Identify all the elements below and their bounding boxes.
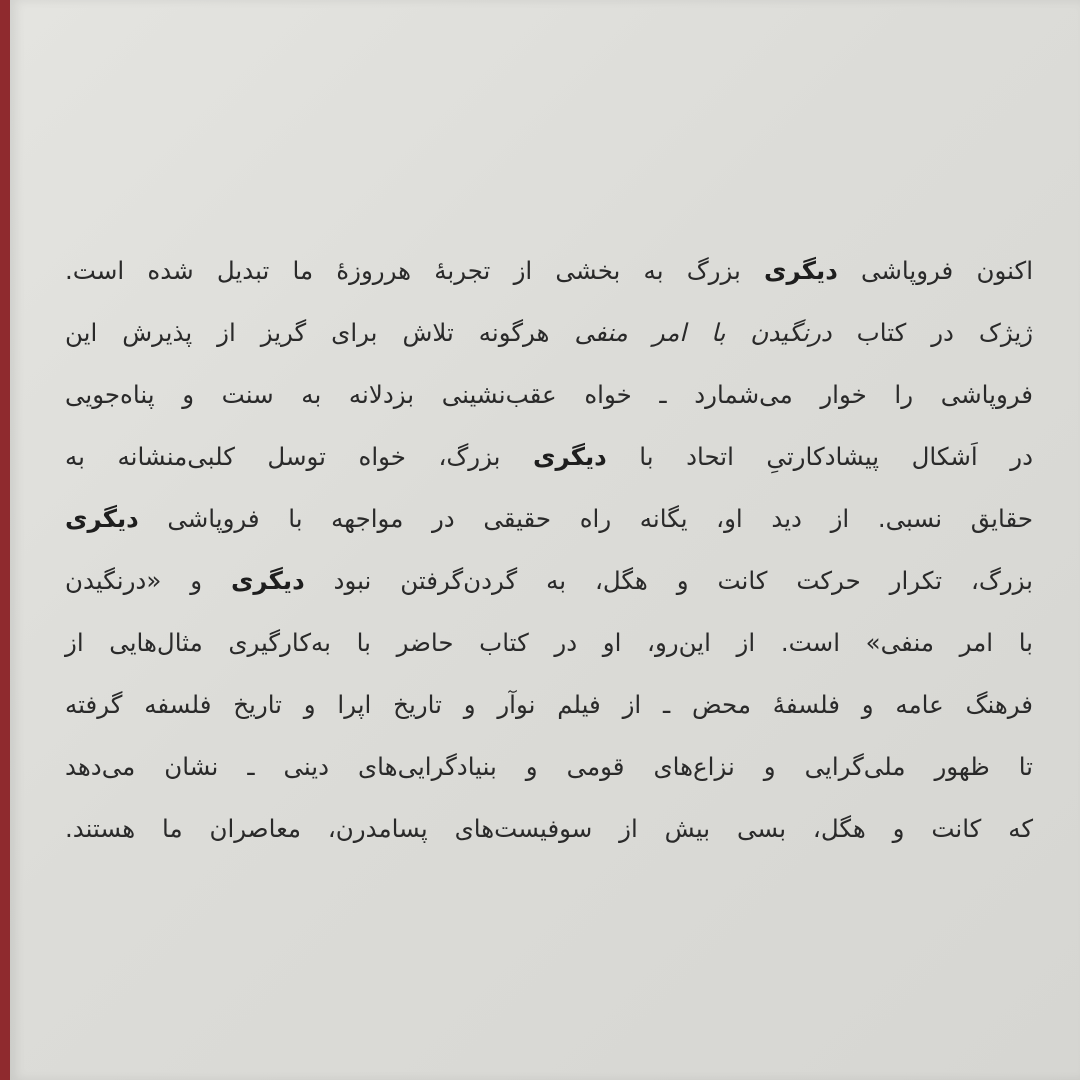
emphasis-text: دیگری [764,256,838,285]
text-line-8 [65,674,1033,736]
text-segment: فرهنگ عامه و فلسفهٔ محض ـ از فیلم نوآر و تاریخ اپرا و تاریخ فلسفه گرفته [65,690,1033,719]
text-line-9 [65,736,1033,798]
text-segment: و «درنگیدن [65,566,231,595]
text-segment: با امر منفی» است. از این‌رو، او در کتاب حاضر با به‌کارگیری مثال‌هایی از [65,628,1033,657]
text-segment: بزرگ، خواه توسل کلبی‌منشانه به [65,442,533,471]
text-segment: تا ظهور ملی‌گرایی و نزاع‌های قومی و بنیادگرایی‌های دینی ـ نشان می‌دهد [65,752,1033,781]
text-line-1 [65,240,1033,302]
text-segment: در اَشکال پیشادکارتیِ اتحاد با [606,442,1033,471]
text-segment: که کانت و هگل، بسی بیش از سوفیست‌های پسامدرن، معاصران ما هستند. [65,814,1033,843]
text-segment: فروپاشی را خوار می‌شمارد ـ خواه عقب‌نشینی بزدلانه به سنت و پناه‌جویی [65,380,1033,409]
text-segment: هرگونه تلاش برای گریز از پذیرش این [65,318,575,347]
book-title-italic: درنگیدن با امر منفی [574,318,832,347]
text-segment: ژیژک در کتاب [831,318,1034,347]
emphasis-text: دیگری [65,504,139,533]
book-back-cover [10,0,1080,1080]
text-line-10 [65,798,1033,860]
text-segment: حقایق نسبی. از دید او، یگانه راه حقیقی در مواجهه با فروپاشی [138,504,1033,533]
text-line-6 [65,550,1033,612]
emphasis-text: دیگری [533,442,607,471]
text-line-2 [65,302,1033,364]
text-segment: بزرگ، تکرار حرکت کانت و هگل، به گردن‌گرفتن نبود [304,566,1033,595]
text-line-4 [65,426,1033,488]
text-line-3 [65,364,1033,426]
text-segment: اکنون فروپاشی [837,256,1033,285]
text-line-7 [65,612,1033,674]
blurb-paragraph [65,240,1033,860]
text-segment: بزرگ به بخشی از تجربهٔ هرروزهٔ ما تبدیل شده است. [65,256,765,285]
emphasis-text: دیگری [230,566,305,595]
text-line-5 [65,488,1033,550]
